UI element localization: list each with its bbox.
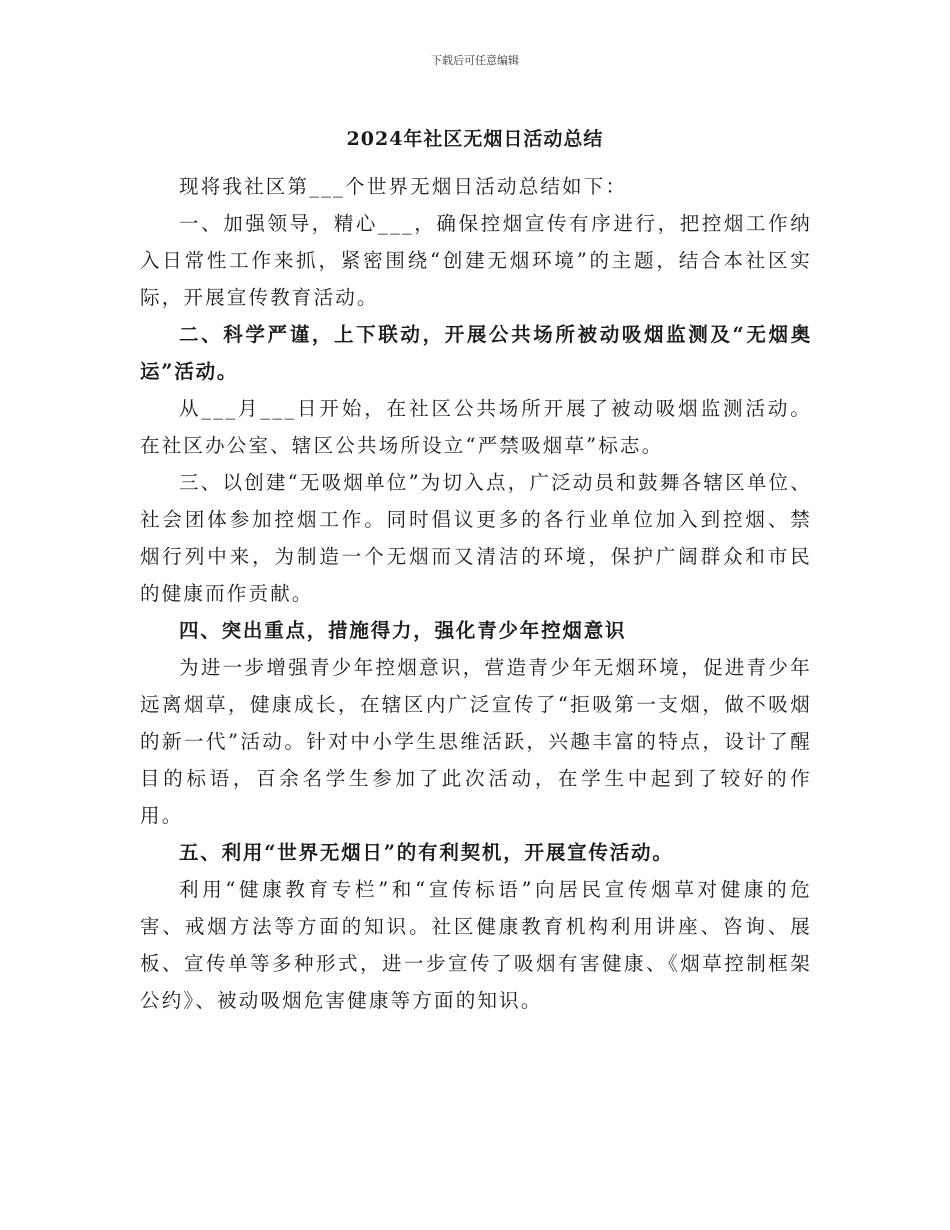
page-header: 下载后可任意编辑 <box>431 54 519 67</box>
paragraph-section-2: 从___月___日开始，在社区公共场所开展了被动吸烟监测活动。在社区办公室、辖区公共场所设立“严禁吸烟草”标志。 <box>140 397 812 457</box>
heading-section-2: 二、科学严谨，上下联动，开展公共场所被动吸烟监测及“无烟奥运”活动。 <box>140 323 812 383</box>
paragraph-section-1: 一、加强领导，精心___，确保控烟宣传有序进行，把控烟工作纳入日常性工作来抓，紧密围绕“创建无烟环境”的主题，结合本社区实际，开展宣传教育活动。 <box>140 212 812 309</box>
heading-section-4: 四、突出重点，措施得力，强化青少年控烟意识 <box>179 619 627 642</box>
paragraph-section-4: 为进一步增强青少年控烟意识，营造青少年无烟环境，促进青少年远离烟草，健康成长，在辖区内广泛宣传了“拒吸第一支烟，做不吸烟的新一代”活动。针对中小学生思维活跃，兴趣丰富的特点，设计了醒目的标语，百余名学生参加了此次活动，在学生中起到了较好的作用。 <box>140 656 812 827</box>
paragraph-section-5: 利用“健康教育专栏”和“宣传标语”向居民宣传烟草对健康的危害、戒烟方法等方面的知识。社区健康教育机构利用讲座、咨询、展板、宣传单等多种形式，进一步宣传了吸烟有害健康、《烟草控制框架公约》、被动吸烟危害健康等方面的知识。 <box>140 878 812 1012</box>
document-title: 2024年社区无烟日活动总结 <box>346 128 604 150</box>
paragraph-section-3: 三、以创建“无吸烟单位”为切入点，广泛动员和鼓舞各辖区单位、社会团体参加控烟工作。同时倡议更多的各行业单位加入到控烟、禁烟行列中来，为制造一个无烟而又清洁的环境，保护广阔群众和市民的健康而作贡献。 <box>140 471 812 605</box>
document-body <box>140 168 812 1019</box>
paragraph-intro: 现将我社区第___个世界无烟日活动总结如下： <box>179 175 628 198</box>
heading-section-5: 五、利用“世界无烟日”的有利契机，开展宣传活动。 <box>179 841 674 864</box>
